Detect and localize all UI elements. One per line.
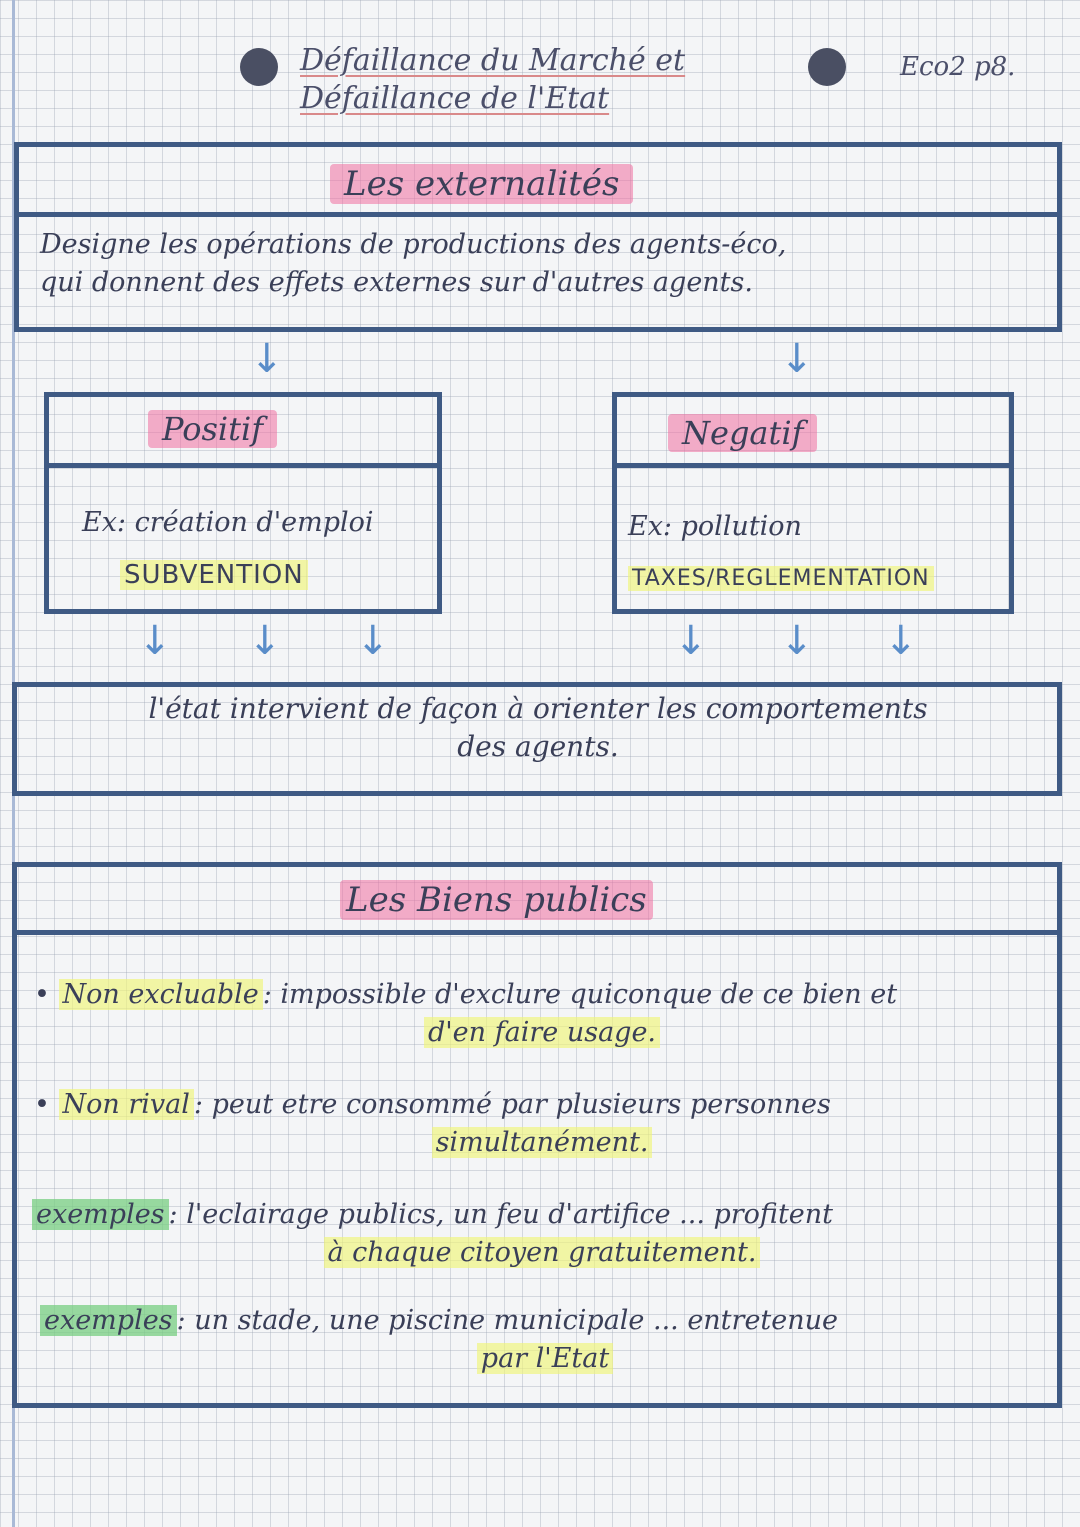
externalities-heading: Les externalités: [330, 164, 633, 204]
positive-divider: [44, 463, 442, 468]
negative-policy: TAXES/REGLEMENTATION: [628, 558, 1008, 598]
down-arrow-icon: ↓: [356, 618, 390, 664]
down-arrow-icon: ↓: [250, 336, 284, 382]
title-line-2: Défaillance de l'Etat: [300, 81, 610, 116]
positive-policy: SUBVENTION: [120, 556, 308, 594]
conclusion-line-1: l'état intervient de façon à orienter les comportements: [148, 692, 928, 725]
example-1-label: exemples: [32, 1199, 169, 1230]
down-arrow-icon: ↓: [674, 618, 708, 664]
negative-divider: [612, 463, 1014, 468]
example-1-text-1: : l'eclairage publics, un feu d'artifice ... profitent: [168, 1199, 834, 1230]
example-1: [32, 1196, 1052, 1272]
page-title: [300, 42, 685, 118]
page-reference: Eco2 p8.: [900, 52, 1016, 82]
negative-label: Negatif: [668, 414, 817, 452]
definition-line-2: qui donnent des effets externes sur d'autres agents.: [40, 267, 753, 298]
non-excludable-label: Non excluable: [59, 979, 263, 1010]
positive-label: Positif: [148, 410, 277, 448]
negative-example: Ex: pollution: [628, 511, 802, 542]
binder-hole-right: [808, 48, 846, 86]
non-excludable-item: • Non excluable : impossible d'exclure quiconque de ce bien et d'en faire usage.: [34, 979, 898, 1048]
non-rival-label: Non rival: [59, 1089, 194, 1120]
externalities-divider: [14, 212, 1062, 217]
example-2-text-2: par l'Etat: [477, 1343, 613, 1374]
down-arrow-icon: ↓: [138, 618, 172, 664]
non-rival-item: • Non rival : peut etre consommé par plusieurs personnes simultanément.: [34, 1089, 831, 1158]
title-line-1: Défaillance du Marché et: [300, 43, 686, 78]
non-rival-text-1: : peut etre consommé par plusieurs personnes: [193, 1089, 831, 1120]
example-2: [40, 1302, 1050, 1378]
down-arrow-icon: ↓: [248, 618, 282, 664]
down-arrow-icon: ↓: [780, 618, 814, 664]
down-arrow-icon: ↓: [884, 618, 918, 664]
externalities-definition: [40, 226, 1050, 302]
non-excludable-text-1: : impossible d'exclure quiconque de ce bien et: [262, 979, 898, 1010]
example-1-text-2: à chaque citoyen gratuitement.: [324, 1237, 761, 1268]
non-rival-text-2: simultanément.: [432, 1127, 653, 1158]
example-2-text-1: : un stade, une piscine municipale ... entretenue: [176, 1305, 839, 1336]
example-2-label: exemples: [40, 1305, 177, 1336]
public-goods-divider: [12, 930, 1062, 935]
conclusion-text: [20, 690, 1056, 766]
non-excludable-text-2: d'en faire usage.: [424, 1017, 660, 1048]
definition-line-1: Designe les opérations de productions des agents-éco,: [40, 229, 787, 260]
positive-example: Ex: création d'emploi: [82, 507, 374, 538]
public-goods-heading: Les Biens publics: [340, 880, 653, 920]
down-arrow-icon: ↓: [780, 336, 814, 382]
conclusion-line-2: des agents.: [457, 730, 619, 763]
binder-hole-left: [240, 48, 278, 86]
